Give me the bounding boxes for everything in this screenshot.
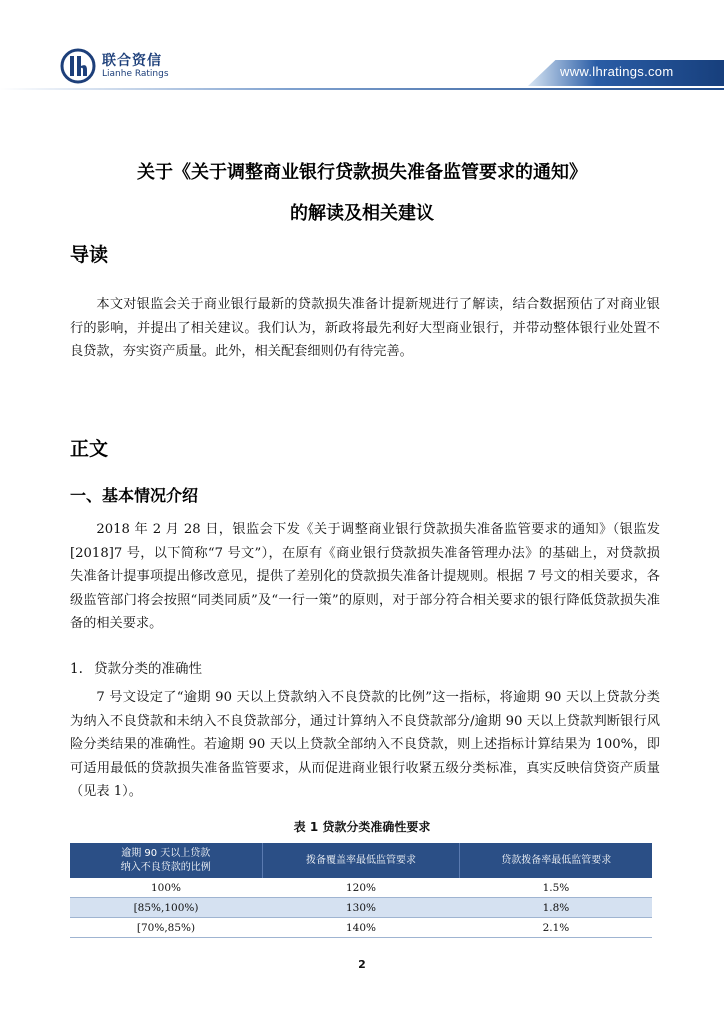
cell-ratio: [70%,85%)	[70, 918, 262, 938]
document-title-line1: 关于《关于调整商业银行贷款损失准备监管要求的通知》	[137, 162, 587, 183]
cell-provision: 1.5%	[460, 878, 652, 898]
body-heading: 正文	[70, 438, 109, 460]
intro-heading: 导读	[70, 244, 109, 266]
page-number: 2	[358, 958, 366, 971]
section1-heading: 一、基本情况介绍	[70, 486, 199, 505]
table-row	[70, 878, 652, 898]
cell-coverage: 120%	[262, 878, 460, 898]
website-url[interactable]: www.lhratings.com	[560, 64, 674, 79]
cell-coverage: 130%	[262, 898, 460, 918]
cell-provision: 2.1%	[460, 918, 652, 938]
cell-provision: 1.8%	[460, 898, 652, 918]
header-ratio-line1: 逾期 90 天以上贷款	[121, 847, 211, 859]
table-header-ratio	[70, 843, 262, 878]
logo-english-name: Lianhe Ratings	[102, 68, 169, 79]
header-rule	[0, 88, 724, 90]
page-header	[0, 0, 724, 100]
company-logo	[60, 48, 169, 84]
logo-chinese-name: 联合资信	[102, 52, 162, 69]
intro-paragraph: 本文对银监会关于商业银行最新的贷款损失准备计提新规进行了解读，结合数据预估了对商业银行的影响，并提出了相关建议。我们认为，新政将最先利好大型商业银行，并带动整体银行业处置不良贷款，夯实资产质量。此外，相关配套细则仍有待完善。	[70, 297, 660, 359]
item1-title: 贷款分类的准确性	[94, 661, 202, 677]
table-header-provision: 贷款拨备率最低监管要求	[460, 843, 652, 878]
cell-ratio: [85%,100%)	[70, 898, 262, 918]
document-title-line2: 的解读及相关建议	[290, 203, 434, 224]
item1-paragraph: 7 号文设定了“逾期 90 天以上贷款纳入不良贷款的比例”这一指标，将逾期 90 天以上贷款分类为纳入不良贷款和未纳入不良贷款部分，通过计算纳入不良贷款部分/逾期 90 天以上贷款判断银行风险分类结果的准确性。若逾期 90 天以上贷款全部纳入不良贷款，则上述指标计算结果为 100%，即可适用最低的贷款损失准备监管要求，从而促进商业银行收紧五级分类标准，真实反映信贷资产质量（见表 1）。	[70, 690, 660, 799]
cell-ratio: 100%	[70, 878, 262, 898]
lianhe-logo-icon	[60, 48, 96, 84]
table-caption: 表 1 贷款分类准确性要求	[293, 820, 431, 834]
item1-heading	[70, 657, 202, 677]
table-header-coverage: 拨备覆盖率最低监管要求	[262, 843, 460, 878]
section1-paragraph: 2018 年 2 月 28 日，银监会下发《关于调整商业银行贷款损失准备监管要求的通知》（银监发[2018]7 号，以下简称“7 号文”），在原有《商业银行贷款损失准备管理办法》的基础上，对贷款损失准备计提事项提出修改意见，提供了差别化的贷款损失准备计提规则。根据 7 号文的相关要求，各级监管部门将会按照“同类同质”及“一行一策”的原则，对于部分符合相关要求的银行降低贷款损失准备的相关要求。	[70, 522, 660, 631]
header-ratio-line2: 纳入不良贷款的比例	[120, 861, 211, 873]
item1-number: 1.	[70, 661, 83, 677]
table-row	[70, 898, 652, 918]
table-row	[70, 918, 652, 938]
loan-classification-table	[70, 843, 652, 938]
cell-coverage: 140%	[262, 918, 460, 938]
